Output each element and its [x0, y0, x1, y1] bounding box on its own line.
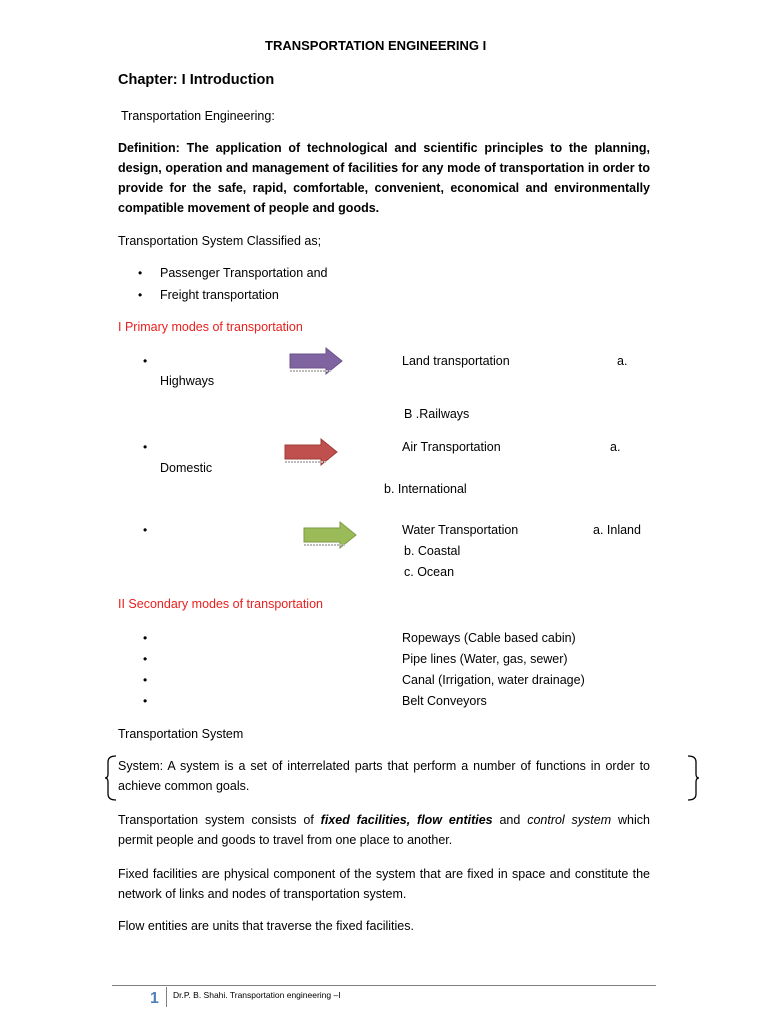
- system-heading: Transportation System: [118, 727, 244, 741]
- land-a-item: Highways: [160, 374, 215, 388]
- footer-divider: [166, 987, 167, 1007]
- list-item: Ropeways (Cable based cabin): [402, 631, 576, 645]
- primary-modes-heading: I Primary modes of transportation: [118, 320, 303, 334]
- fixed-facilities-paragraph: Fixed facilities are physical component of the system that are fixed in space and constitute the network of links and nodes of transportation system.: [118, 867, 650, 901]
- bullet-icon: •: [143, 523, 148, 537]
- red-arrow-icon: [281, 437, 343, 467]
- land-a-marker: a.: [617, 354, 628, 368]
- flow-entities-paragraph: Flow entities are units that traverse the fixed facilities.: [118, 919, 414, 933]
- consists-post: which permit people and goods to travel from one place to another.: [118, 813, 650, 847]
- list-item: Belt Conveyors: [402, 694, 487, 708]
- water-b-item: b. Coastal: [404, 544, 461, 558]
- consists-and: and: [499, 813, 521, 827]
- bullet-icon: •: [138, 266, 143, 280]
- chapter-heading: Chapter: I Introduction: [118, 72, 275, 88]
- definition-label: Definition:: [118, 141, 180, 155]
- system-consists-paragraph: [118, 810, 650, 850]
- right-brace-icon: [686, 754, 700, 802]
- air-a-marker: a.: [610, 440, 621, 454]
- purple-arrow-icon: [286, 346, 348, 376]
- consists-fixed: fixed facilities,: [320, 813, 411, 827]
- consists-flow: flow entities: [417, 813, 493, 827]
- system-definition: System: A system is a set of interrelated parts that perform a number of functions in order to achieve common goals.: [118, 759, 650, 793]
- list-item: Freight transportation: [160, 288, 279, 302]
- bullet-icon: •: [138, 288, 143, 302]
- definition-paragraph: [118, 138, 650, 218]
- water-c-item: c. Ocean: [404, 565, 455, 579]
- consists-pre: Transportation system consists of: [118, 813, 314, 827]
- green-arrow-icon: [300, 520, 362, 550]
- footer-citation: Dr.P. B. Shahi. Transportation engineering –I: [173, 990, 341, 1000]
- bullet-icon: •: [143, 673, 148, 687]
- land-b-item: B .Railways: [404, 407, 470, 421]
- list-item: Pipe lines (Water, gas, sewer): [402, 652, 568, 666]
- bullet-icon: •: [143, 694, 148, 708]
- list-item: Passenger Transportation and: [160, 266, 328, 280]
- secondary-modes-heading: II Secondary modes of transportation: [118, 597, 323, 611]
- footer-rule: [112, 985, 656, 986]
- bullet-icon: •: [143, 354, 148, 368]
- document-title: TRANSPORTATION ENGINEERING I: [265, 38, 487, 53]
- definition-text: The application of technological and scientific principles to the planning, design, operation and management of facilities for any mode of transportation in order to provide for the safe, rapid, comfortable, convenient, economical and environmentally compatible movement of people and goods.: [118, 141, 650, 215]
- land-transport-title: Land transportation: [402, 354, 510, 368]
- water-a-item: a. Inland: [593, 523, 641, 537]
- left-brace-icon: [104, 754, 118, 802]
- air-a-item: Domestic: [160, 461, 213, 475]
- consists-control: control system: [527, 813, 612, 827]
- bullet-icon: •: [143, 440, 148, 454]
- classified-heading: Transportation System Classified as;: [118, 234, 322, 248]
- page-number: 1: [150, 990, 159, 1007]
- list-item: Canal (Irrigation, water drainage): [402, 673, 585, 687]
- bullet-icon: •: [143, 652, 148, 666]
- water-transport-title: Water Transportation: [402, 523, 519, 537]
- section-subheading: Transportation Engineering:: [121, 109, 275, 123]
- air-b-item: b. International: [384, 482, 467, 496]
- air-transport-title: Air Transportation: [402, 440, 501, 454]
- bullet-icon: •: [143, 631, 148, 645]
